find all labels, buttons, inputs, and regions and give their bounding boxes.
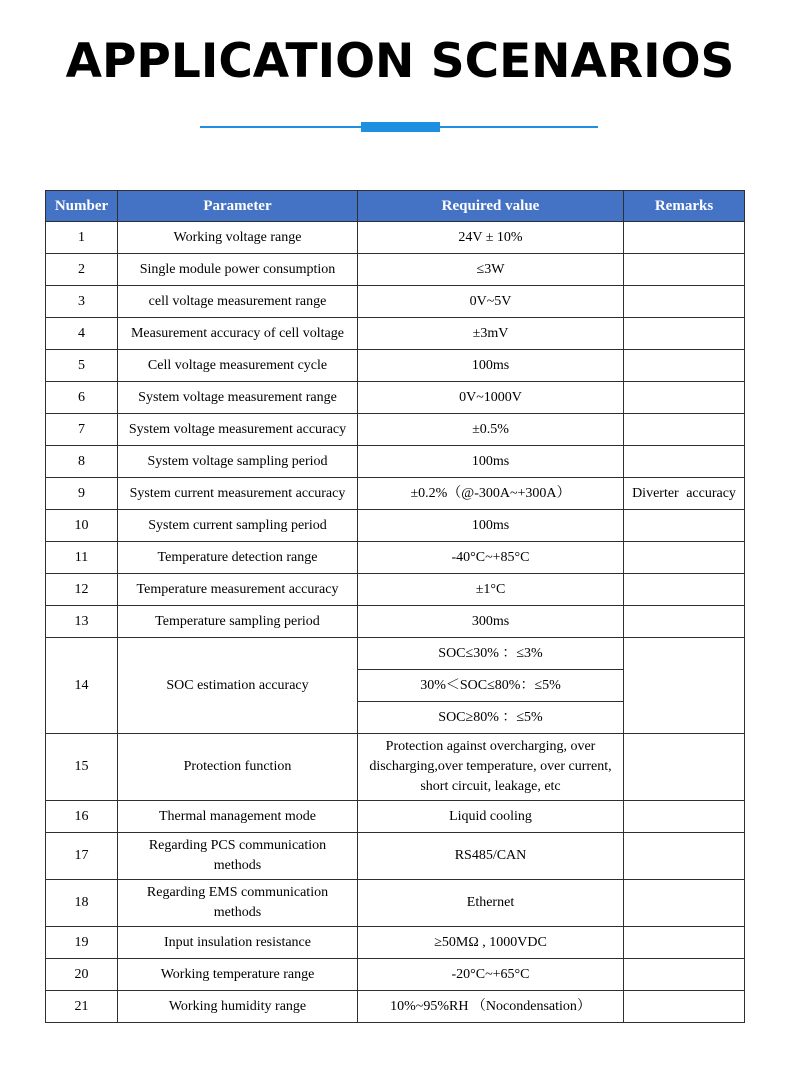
cell-parameter: System voltage measurement accuracy — [118, 414, 358, 446]
cell-parameter: System voltage sampling period — [118, 446, 358, 478]
header-required-value: Required value — [358, 191, 624, 222]
cell-value: ±3mV — [358, 318, 624, 350]
table-row — [46, 478, 745, 510]
cell-value: -40°C~+85°C — [358, 542, 624, 574]
table-row — [46, 286, 745, 318]
cell-remarks — [624, 991, 745, 1023]
cell-parameter: Regarding EMS communication methods — [118, 880, 358, 927]
table-row — [46, 606, 745, 638]
table-row — [46, 574, 745, 606]
cell-value: 24V ± 10% — [358, 222, 624, 254]
cell-value: SOC≤30% ：≤3% — [358, 638, 624, 670]
cell-number: 17 — [46, 833, 118, 880]
cell-number: 20 — [46, 959, 118, 991]
table-row — [46, 318, 745, 350]
cell-value: -20°C~+65°C — [358, 959, 624, 991]
cell-number: 16 — [46, 801, 118, 833]
cell-number: 10 — [46, 510, 118, 542]
cell-remarks — [624, 286, 745, 318]
cell-number: 13 — [46, 606, 118, 638]
cell-remarks — [624, 510, 745, 542]
cell-parameter: Temperature detection range — [118, 542, 358, 574]
cell-parameter: Temperature sampling period — [118, 606, 358, 638]
cell-value: ≤3W — [358, 254, 624, 286]
header-number: Number — [46, 191, 118, 222]
cell-parameter: cell voltage measurement range — [118, 286, 358, 318]
table-row — [46, 959, 745, 991]
cell-remarks — [624, 318, 745, 350]
cell-remarks — [624, 606, 745, 638]
cell-value: ≥50MΩ , 1000VDC — [358, 927, 624, 959]
cell-parameter: Cell voltage measurement cycle — [118, 350, 358, 382]
table-row — [46, 414, 745, 446]
cell-value: 30%＜SOC≤80%：≤5% — [358, 670, 624, 702]
cell-value: 100ms — [358, 350, 624, 382]
table-row — [46, 542, 745, 574]
page-title: APPLICATION SCENARIOS — [65, 34, 735, 89]
cell-value: Ethernet — [358, 880, 624, 927]
cell-number: 9 — [46, 478, 118, 510]
cell-parameter: Working voltage range — [118, 222, 358, 254]
table-row — [46, 638, 745, 670]
title-divider-accent — [361, 122, 440, 132]
cell-parameter: SOC estimation accuracy — [118, 638, 358, 734]
cell-remarks — [624, 574, 745, 606]
cell-number: 4 — [46, 318, 118, 350]
cell-remarks — [624, 382, 745, 414]
table-row — [46, 382, 745, 414]
cell-number: 12 — [46, 574, 118, 606]
cell-remarks — [624, 734, 745, 801]
header-parameter: Parameter — [118, 191, 358, 222]
table-row — [46, 880, 745, 927]
table-row — [46, 254, 745, 286]
cell-number: 15 — [46, 734, 118, 801]
cell-value: 0V~5V — [358, 286, 624, 318]
cell-remarks — [624, 959, 745, 991]
cell-number: 1 — [46, 222, 118, 254]
cell-remarks — [624, 222, 745, 254]
cell-value: 100ms — [358, 510, 624, 542]
table-row — [46, 446, 745, 478]
table-row — [46, 222, 745, 254]
cell-parameter: Single module power consumption — [118, 254, 358, 286]
cell-number: 14 — [46, 638, 118, 734]
cell-parameter: Input insulation resistance — [118, 927, 358, 959]
cell-remarks — [624, 446, 745, 478]
cell-number: 6 — [46, 382, 118, 414]
cell-remarks — [624, 542, 745, 574]
table-row — [46, 350, 745, 382]
cell-number: 21 — [46, 991, 118, 1023]
cell-value: ±0.5% — [358, 414, 624, 446]
cell-parameter: System voltage measurement range — [118, 382, 358, 414]
table-row — [46, 510, 745, 542]
cell-remarks — [624, 801, 745, 833]
cell-number: 3 — [46, 286, 118, 318]
table-header-row — [46, 191, 745, 222]
cell-parameter: Regarding PCS communication methods — [118, 833, 358, 880]
cell-number: 5 — [46, 350, 118, 382]
cell-parameter: Measurement accuracy of cell voltage — [118, 318, 358, 350]
cell-number: 18 — [46, 880, 118, 927]
cell-value: ±0.2%（@-300A~+300A） — [358, 478, 624, 510]
cell-number: 19 — [46, 927, 118, 959]
cell-remarks — [624, 880, 745, 927]
cell-value: 100ms — [358, 446, 624, 478]
cell-remarks: Diverter accuracy — [624, 478, 745, 510]
cell-value: 0V~1000V — [358, 382, 624, 414]
cell-remarks — [624, 927, 745, 959]
spec-table — [45, 190, 745, 1023]
cell-value: ±1°C — [358, 574, 624, 606]
table-row — [46, 801, 745, 833]
cell-number: 7 — [46, 414, 118, 446]
table-row — [46, 833, 745, 880]
cell-parameter: System current measurement accuracy — [118, 478, 358, 510]
cell-value: 300ms — [358, 606, 624, 638]
cell-number: 8 — [46, 446, 118, 478]
header-remarks: Remarks — [624, 191, 745, 222]
cell-remarks — [624, 254, 745, 286]
cell-parameter: Temperature measurement accuracy — [118, 574, 358, 606]
cell-value: 10%~95%RH （Nocondensation） — [358, 991, 624, 1023]
cell-remarks — [624, 414, 745, 446]
cell-parameter: Protection function — [118, 734, 358, 801]
table-row — [46, 734, 745, 801]
cell-value: Protection against overcharging, over discharging,over temperature, over current, short circuit, leakage, etc — [358, 734, 624, 801]
cell-remarks — [624, 833, 745, 880]
cell-parameter: Thermal management mode — [118, 801, 358, 833]
cell-value: Liquid cooling — [358, 801, 624, 833]
cell-remarks — [624, 350, 745, 382]
cell-parameter: Working temperature range — [118, 959, 358, 991]
table-row — [46, 991, 745, 1023]
table-row — [46, 927, 745, 959]
cell-number: 2 — [46, 254, 118, 286]
cell-value: RS485/CAN — [358, 833, 624, 880]
cell-number: 11 — [46, 542, 118, 574]
cell-parameter: System current sampling period — [118, 510, 358, 542]
cell-parameter: Working humidity range — [118, 991, 358, 1023]
cell-value: SOC≥80% ：≤5% — [358, 702, 624, 734]
cell-remarks — [624, 638, 745, 734]
